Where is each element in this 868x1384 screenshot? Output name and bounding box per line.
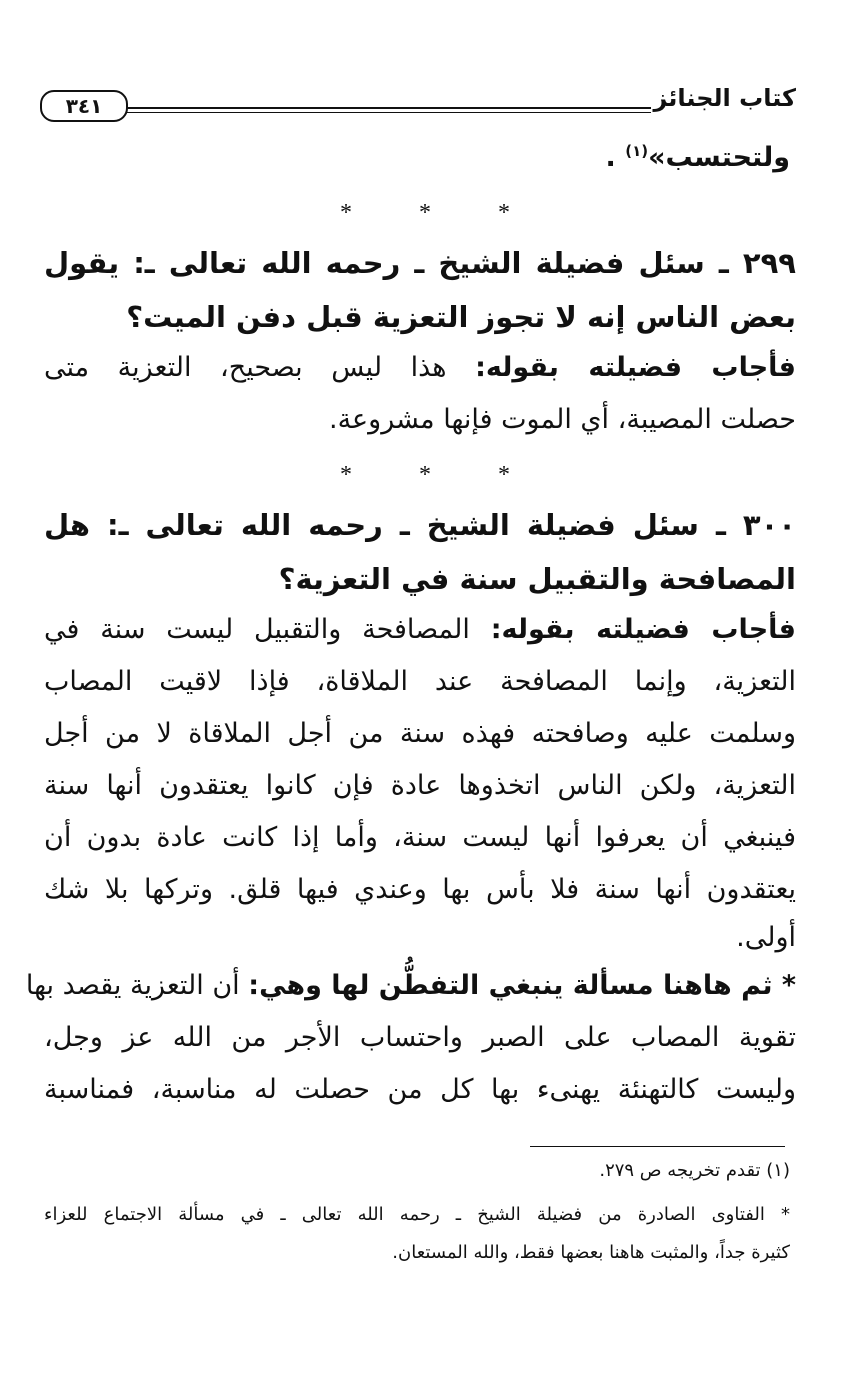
footnote-ref: (١) xyxy=(625,142,649,160)
section-separator xyxy=(340,200,510,227)
question-299-line1: ٢٩٩ ـ سئل فضيلة الشيخ ـ رحمه الله تعالى ـ: يقول xyxy=(44,246,796,280)
footnote-1: (١) تقدم تخريجه ص ٢٧٩. xyxy=(599,1160,790,1181)
question-300-line2: المصافحة والتقبيل سنة في التعزية؟ xyxy=(278,562,796,596)
footnote-divider xyxy=(530,1146,785,1147)
note-line1 xyxy=(25,970,796,1001)
chapter-title: كتاب الجنائز xyxy=(653,84,796,112)
footnote-2-line1: * الفتاوى الصادرة من فضيلة الشيخ ـ رحمه الله تعالى ـ في مسألة الاجتماع للعزاء xyxy=(44,1204,790,1225)
answer-lead: فأجاب فضيلته بقوله: xyxy=(475,352,796,383)
intro-line xyxy=(606,142,790,173)
star-icon: * xyxy=(498,462,510,488)
answer-text: هذا ليس بصحيح، التعزية متى xyxy=(44,352,447,383)
header-rule-thin xyxy=(126,112,651,113)
answer-300-line: التعزية، ولكن الناس اتخذوها عادة فإن كانوا يعتقدون أنها سنة xyxy=(44,770,796,801)
answer-299-line1 xyxy=(44,352,796,383)
star-icon: * xyxy=(340,200,352,226)
star-icon: * xyxy=(340,462,352,488)
answer-text: المصافحة والتقبيل ليست سنة في xyxy=(44,614,470,645)
star-icon: * xyxy=(419,462,431,488)
answer-300-last-line: أولى. xyxy=(736,922,796,953)
answer-300-line: يعتقدون أنها سنة فلا بأس بها وعندي فيها قلق. وتركها بلا شك xyxy=(44,874,796,905)
star-icon: * xyxy=(419,200,431,226)
page-header xyxy=(40,84,796,124)
page-number: ٣٤١ xyxy=(40,90,128,122)
answer-300-line1 xyxy=(44,614,796,645)
intro-period: . xyxy=(605,142,616,173)
answer-300-line: وسلمت عليه وصافحته فهذه سنة من أجل الملاقاة لا من أجل xyxy=(44,718,796,749)
note-line3: وليست كالتهنئة يهنىء بها كل من حصلت له مناسبة، فمناسبة xyxy=(44,1074,796,1105)
note-text: أن التعزية يقصد بها xyxy=(25,970,240,1001)
intro-text: ولتحتسب» xyxy=(648,142,790,173)
footnote-2-line2: كثيرة جداً، والمثبت هاهنا بعضها فقط، والله المستعان. xyxy=(392,1242,790,1263)
question-300-line1: ٣٠٠ ـ سئل فضيلة الشيخ ـ رحمه الله تعالى ـ: هل xyxy=(44,508,796,542)
answer-299-line2: حصلت المصيبة، أي الموت فإنها مشروعة. xyxy=(328,404,796,435)
star-icon: * xyxy=(498,200,510,226)
header-rule xyxy=(126,107,651,109)
note-line2: تقوية المصاب على الصبر واحتساب الأجر من الله عز وجل، xyxy=(44,1022,796,1053)
answer-lead: فأجاب فضيلته بقوله: xyxy=(490,614,796,645)
answer-300-line: فينبغي أن يعرفوا أنها ليست سنة، وأما إذا كانت عادة بدون أن xyxy=(44,822,796,853)
section-separator xyxy=(340,462,510,489)
note-lead: * ثم هاهنا مسألة ينبغي التفطُّن لها وهي: xyxy=(248,970,796,1001)
answer-300-line: التعزية، وإنما المصافحة عند الملاقاة، فإذا لاقيت المصاب xyxy=(44,666,796,697)
question-299-line2: بعض الناس إنه لا تجوز التعزية قبل دفن الميت؟ xyxy=(126,300,796,334)
